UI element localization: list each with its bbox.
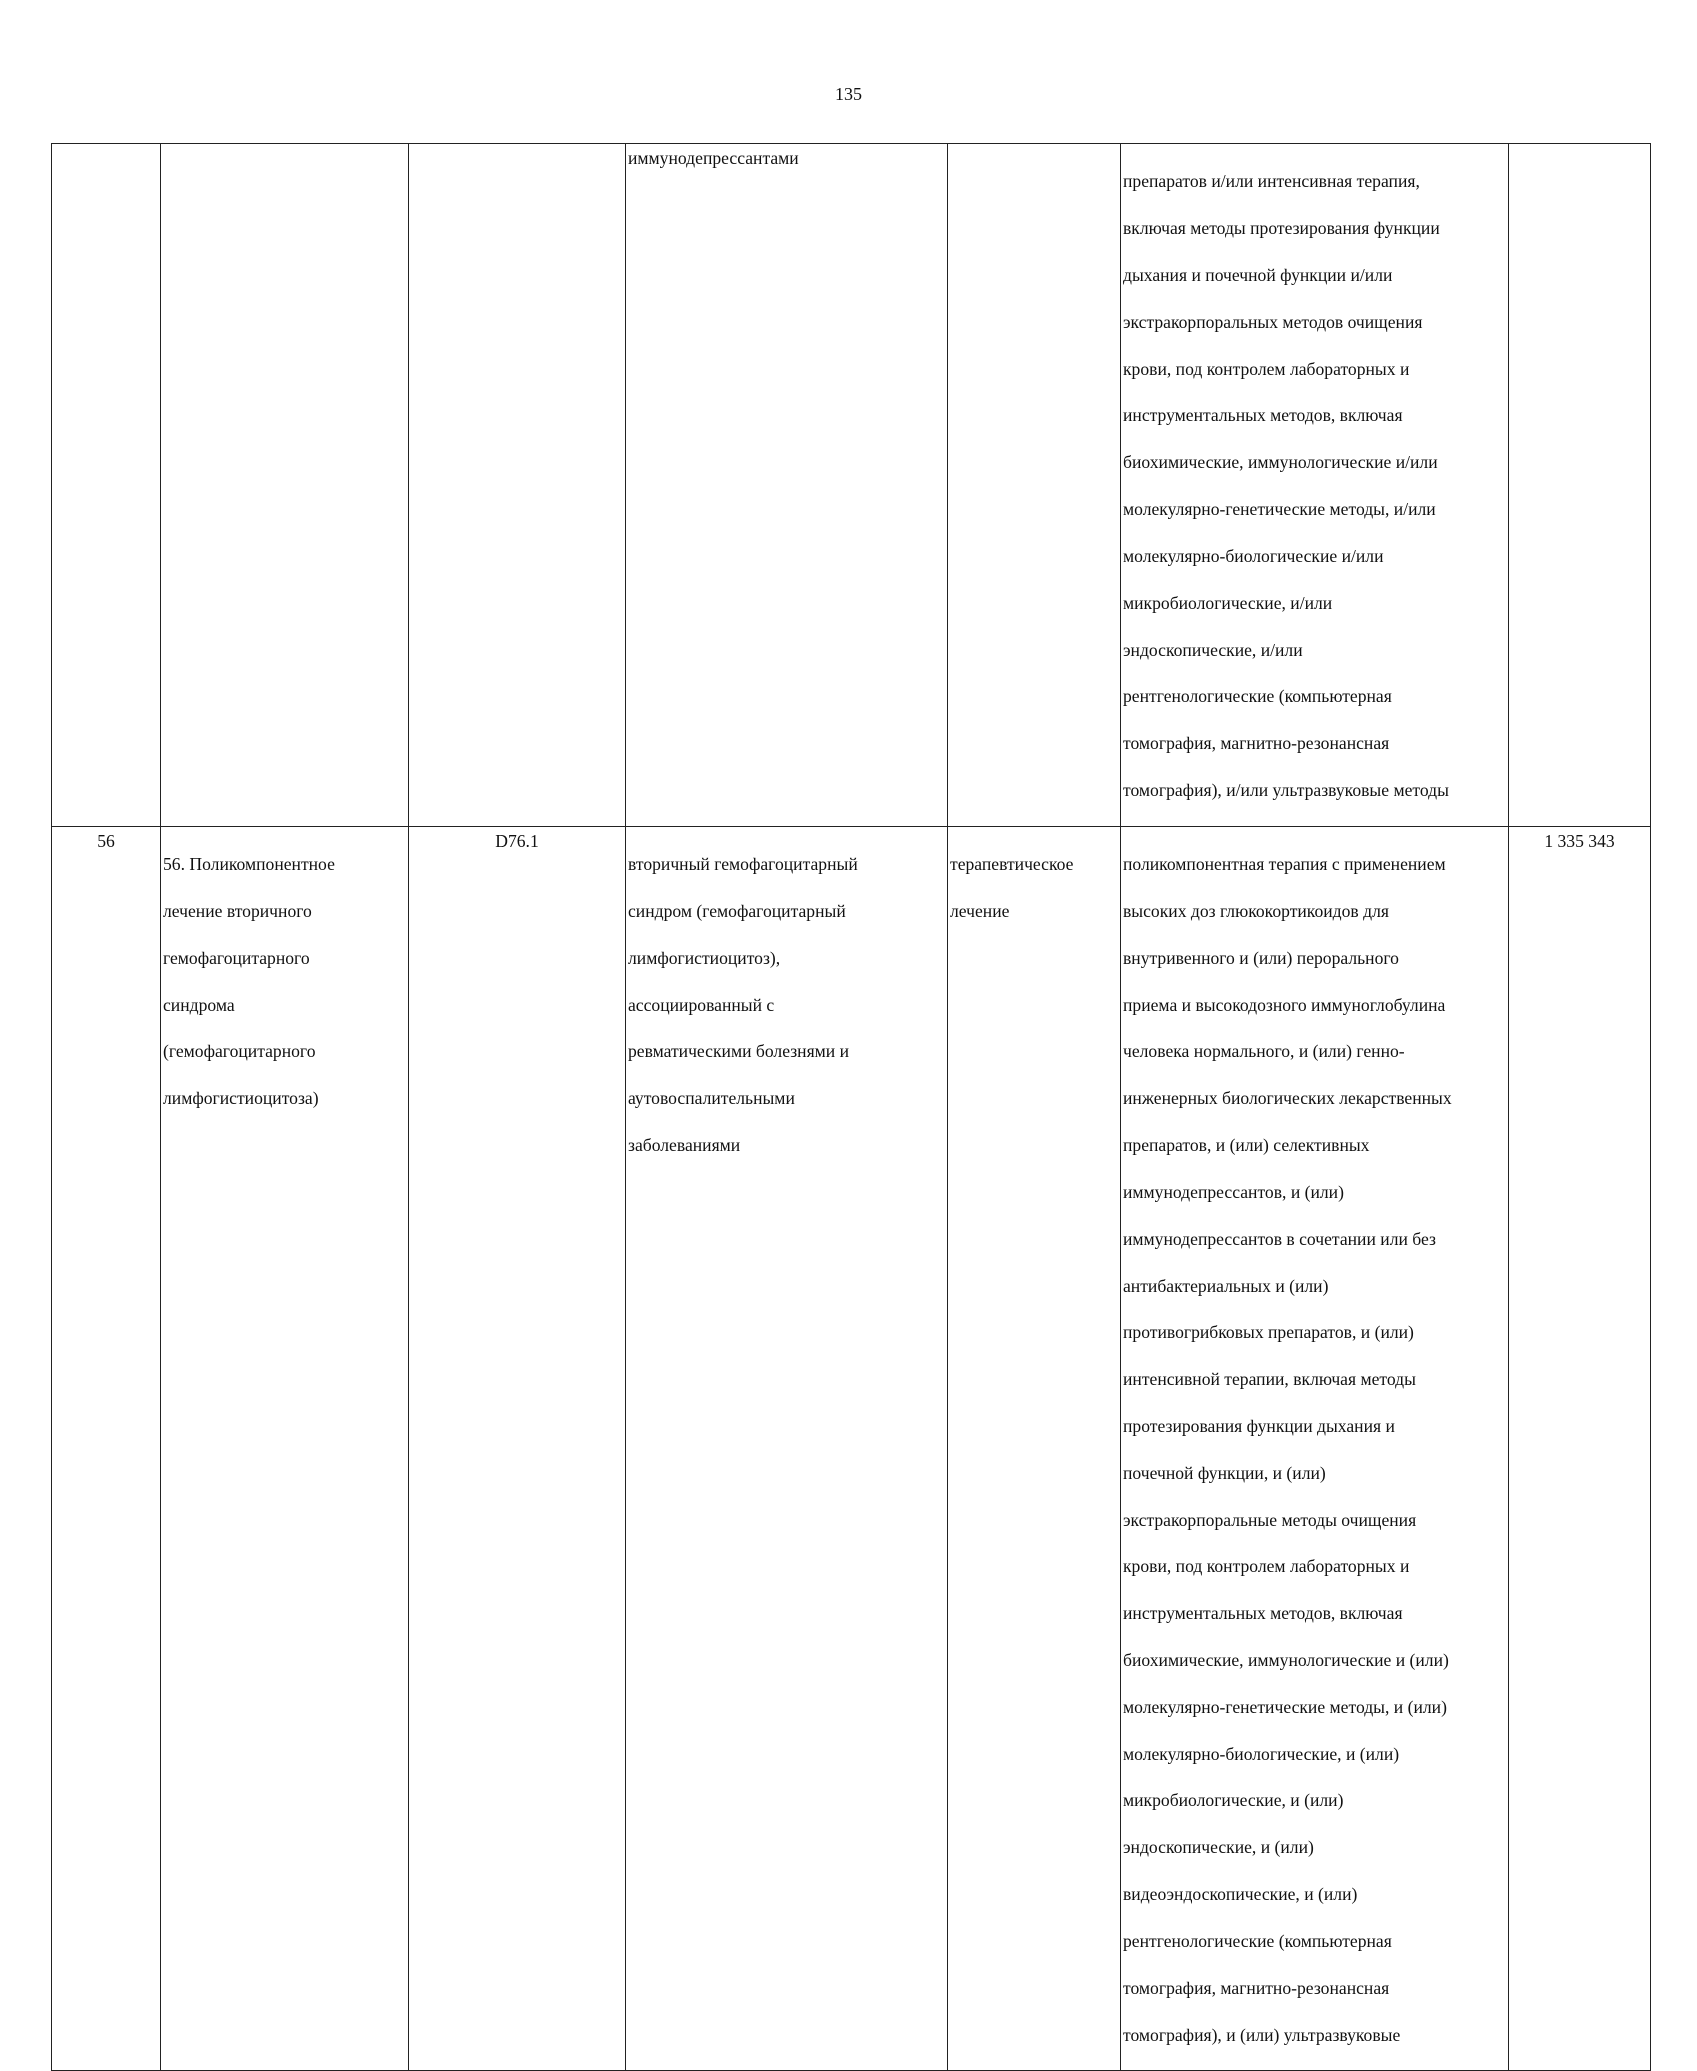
cell-treatment-type (948, 144, 1121, 827)
page-number: 135 (835, 84, 862, 104)
cell-patient-model: иммунодепрессантами (626, 144, 948, 827)
cell-cost: 1 335 343 (1509, 826, 1651, 2071)
cell-code (409, 144, 626, 827)
table-row-continuation (52, 144, 1651, 827)
cell-code: D76.1 (409, 826, 626, 2071)
cell-treatment-method: поликомпонентная терапия с применением высоких доз глюкокортикоидов для внутривенного и (или) перорального приема и высокодозного иммуноглобулина человека нормального, и (или) генно- инженерных биологических лекарственных препаратов, и (или) селективных иммунодепрессантов, и (или) иммунодепрессантов в сочетании или без антибактериальных и (или) противогрибковых препаратов, и (или) интенсивной терапии, включая методы протезирования функции дыхания и почечной функции, и (или) экстракорпоральные методы очищения крови, под контролем лабораторных и инструментальных методов, включая биохимические, иммунологические и (или) молекулярно-генетические методы, и (или) молекулярно-биологические, и (или) микробиологические, и (или) эндоскопические, и (или) видеоэндоскопические, и (или) рентгенологические (компьютерная томография, магнитно-резонансная томография), и (или) ультразвуковые (1121, 826, 1509, 2071)
cell-number (52, 144, 161, 827)
cell-treatment-method: препаратов и/или интенсивная терапия, включая методы протезирования функции дыхания и почечной функции и/или экстракорпоральных методов очищения крови, под контролем лабораторных и инструментальных методов, включая биохимические, иммунологические и/или молекулярно-генетические методы, и/или молекулярно-биологические и/или микробиологические, и/или эндоскопические, и/или рентгенологические (компьютерная томография, магнитно-резонансная томография), и/или ультразвуковые методы (1121, 144, 1509, 827)
cell-treatment-type: терапевтическое лечение (948, 826, 1121, 2071)
cell-name: 56. Поликомпонентное лечение вторичного гемофагоцитарного синдрома (гемофагоцитарного лимфогистиоцитоза) (161, 826, 409, 2071)
cell-patient-model: вторичный гемофагоцитарный синдром (гемофагоцитарный лимфогистиоцитоз), ассоциированный с ревматическими болезнями и аутовоспалительными заболеваниями (626, 826, 948, 2071)
cell-cost (1509, 144, 1651, 827)
services-table (51, 143, 1651, 2071)
cell-name (161, 144, 409, 827)
cell-number: 56 (52, 826, 161, 2071)
table-row-56 (52, 826, 1651, 2071)
